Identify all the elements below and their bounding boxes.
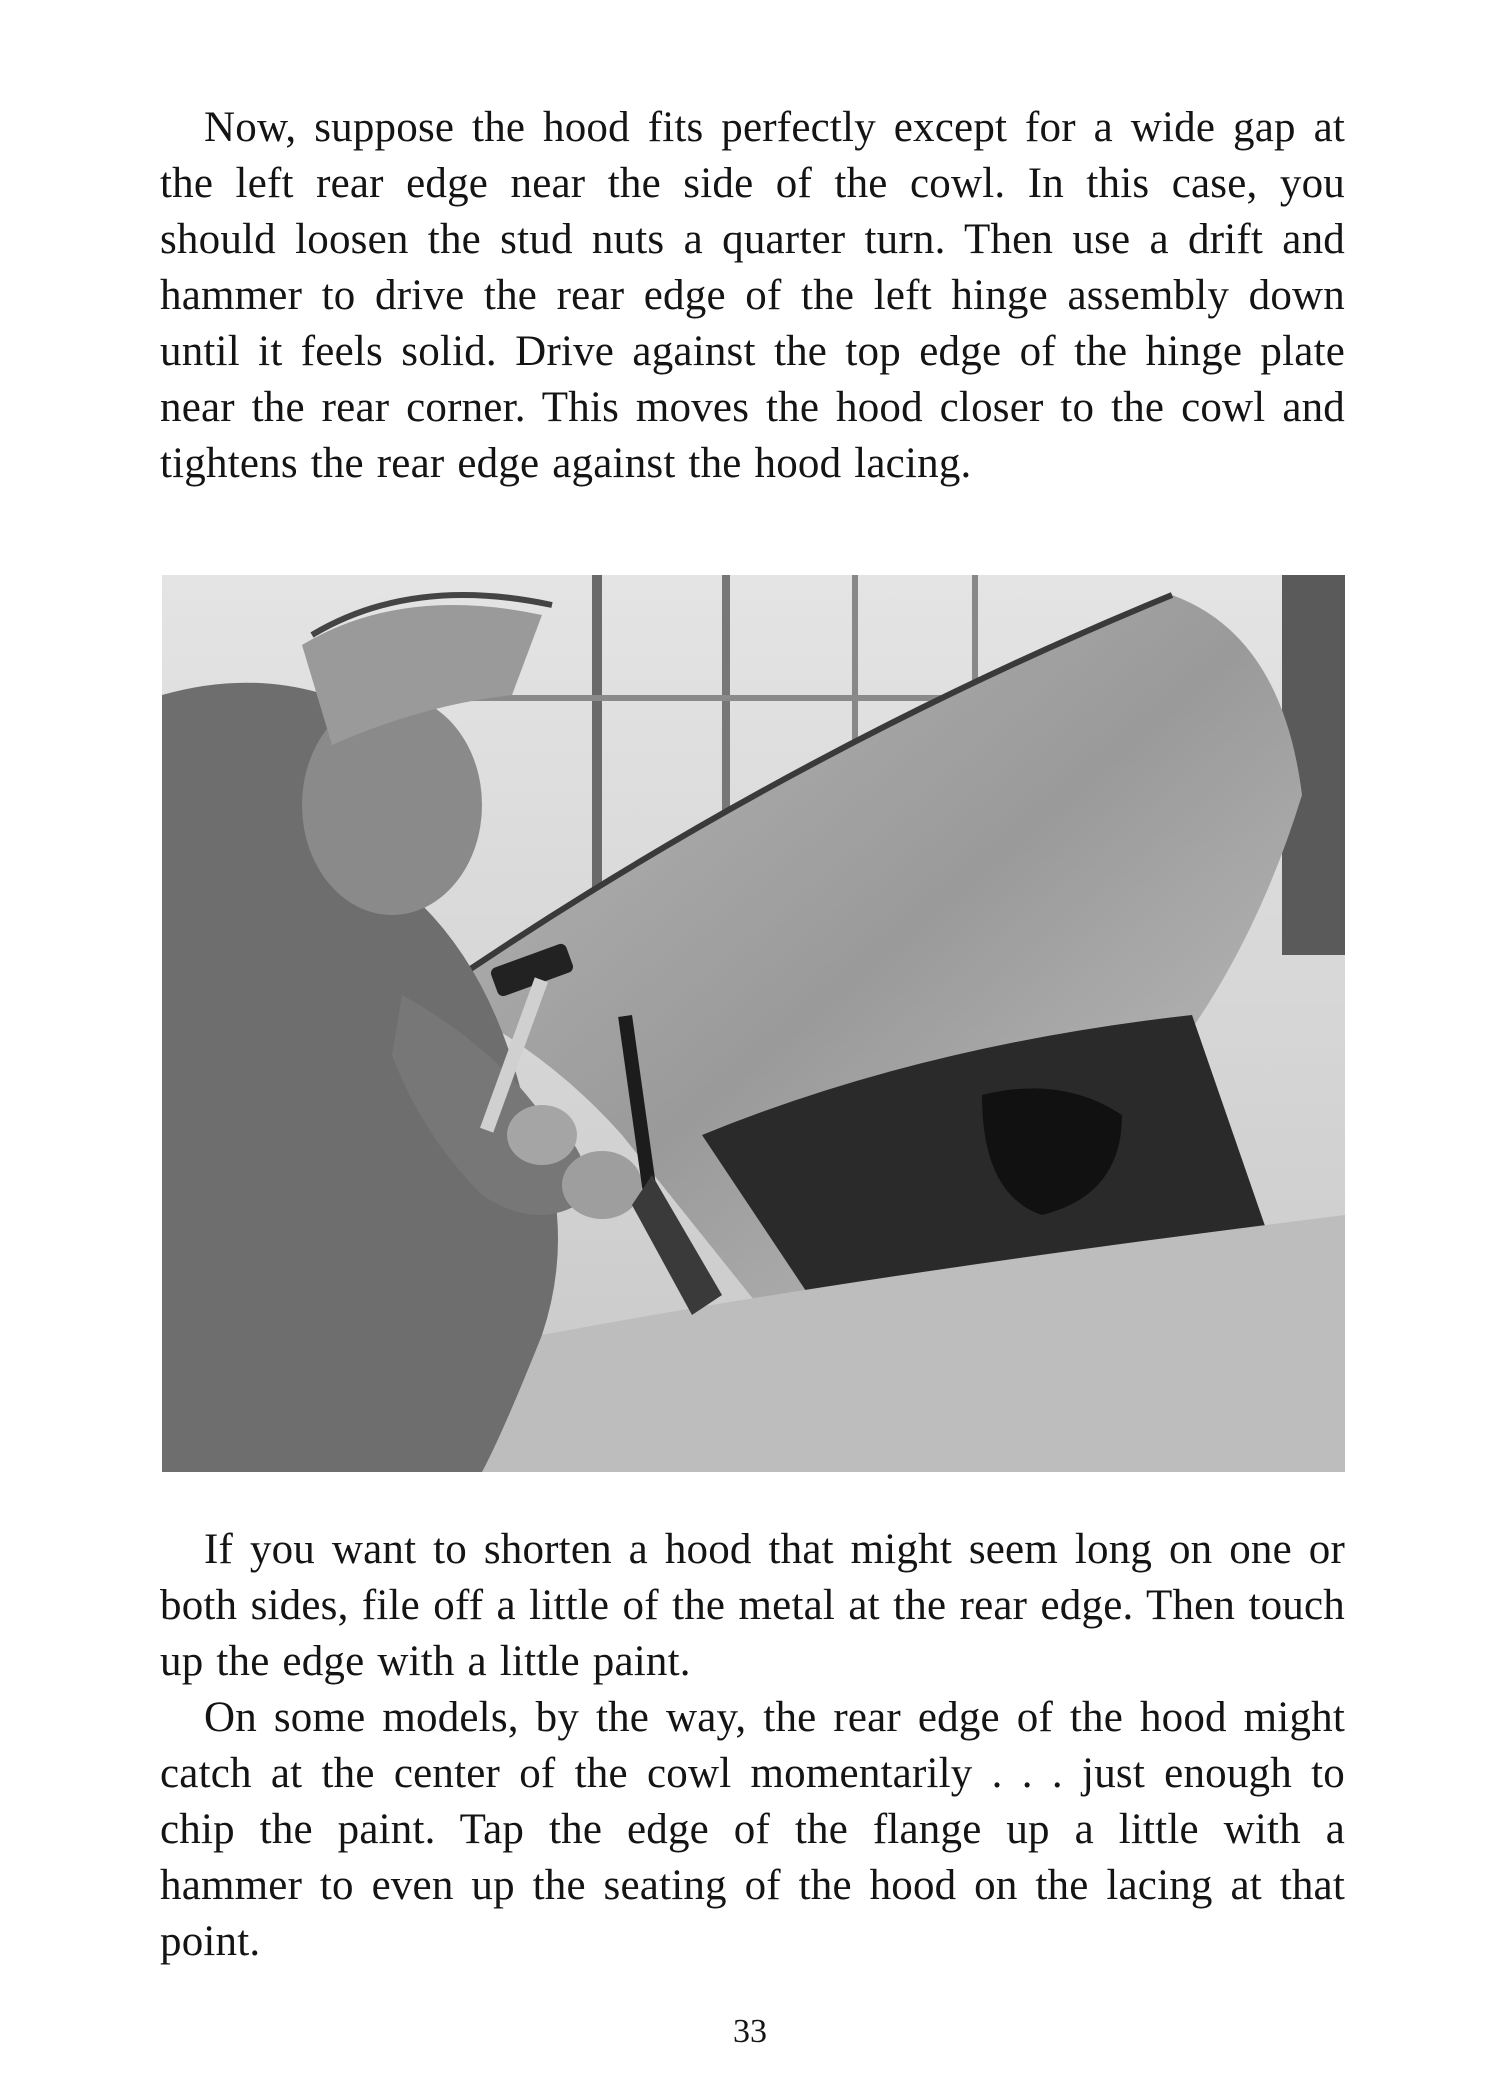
page-number: 33: [733, 2013, 767, 2050]
paragraph: If you want to shorten a hood that might seem long on one or both sides, file off a little of the metal at the rear edge. Then touch up the edge with a little paint.: [160, 1526, 1345, 1685]
paragraph: Now, suppose the hood fits perfectly except for a wide gap at the left rear edge near the side of the cowl. In this case, you should loosen the stud nuts a quarter turn. Then use a drift and hammer to drive the rear edge of the left hinge assembly down until it feels solid. Drive against the top edge of the hinge plate near the rear corner. This moves the hood closer to the cowl and tightens the rear edge against the hood lacing.: [160, 104, 1345, 487]
photo-illustration: [162, 575, 1345, 1472]
top-text-block: [160, 100, 1345, 492]
mechanic-hood-photo: [162, 575, 1345, 1472]
paragraph: On some models, by the way, the rear edge of the hood might catch at the center of the cowl momentarily . . . just enough to chip the paint. Tap the edge of the flange up a little with a hammer to even up the seating of the hood on the lacing at that point.: [160, 1694, 1345, 1965]
bottom-text-block: [160, 1522, 1345, 1970]
